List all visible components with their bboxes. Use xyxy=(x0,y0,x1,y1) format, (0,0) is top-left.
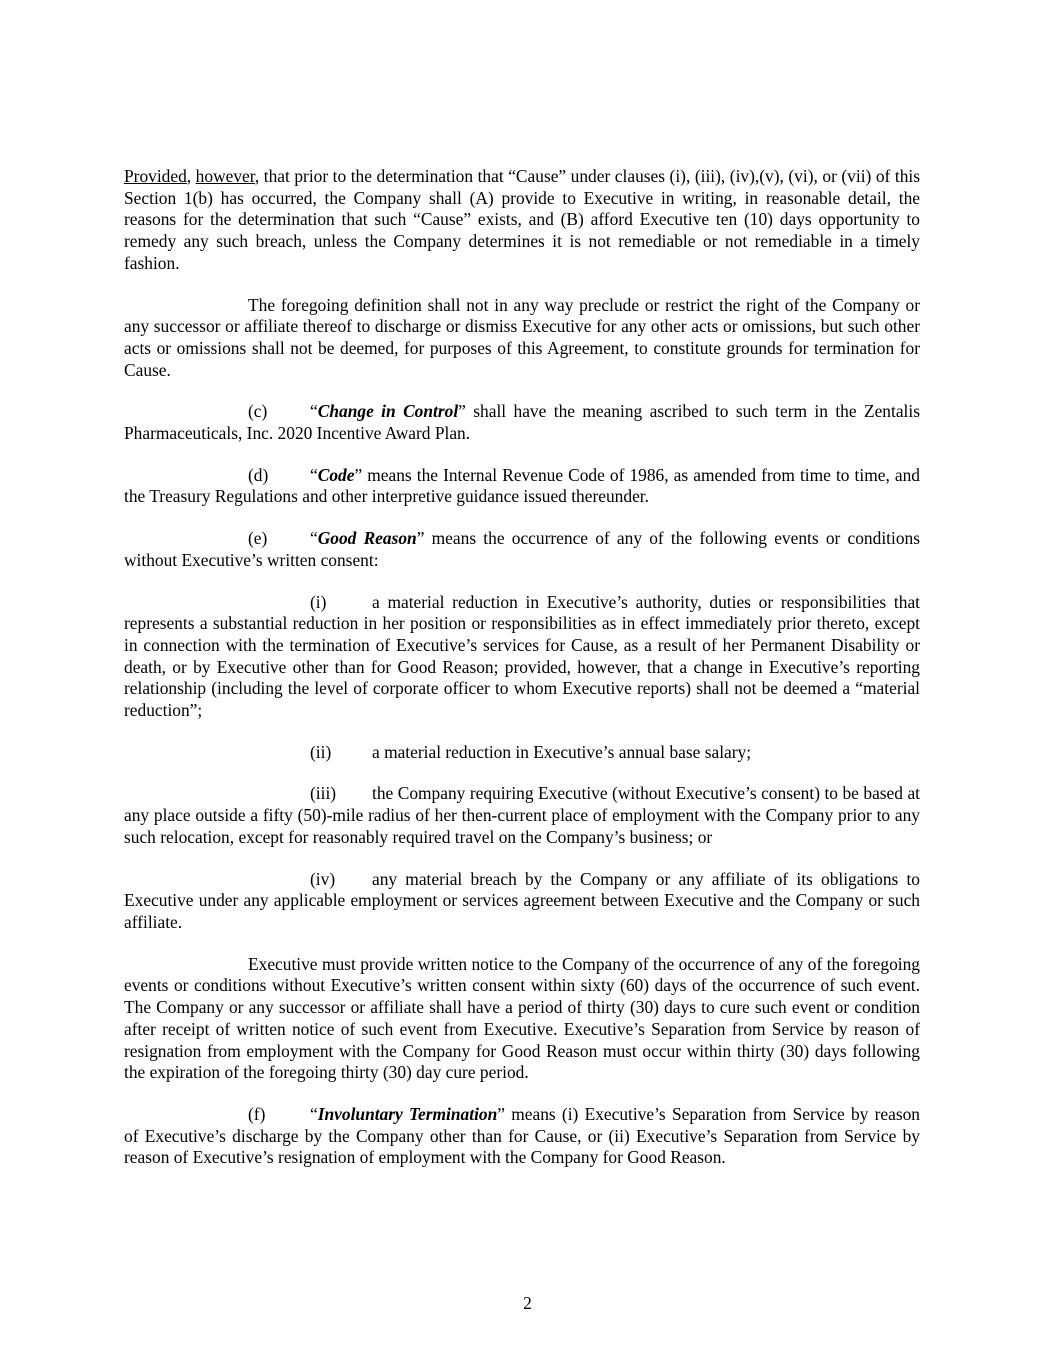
clause-iii-text: the Company requiring Executive (without Executive’s consent) to be based at any place outside a fifty (50)-mile radius of her then-current place of employment with the Company prior to any such relocation, except for reasonably required travel on the Company’s business; or xyxy=(124,783,920,847)
section-c-text: ” shall have the meaning ascribed to such term in the Zentalis Pharmaceuticals, Inc. 2020 Incentive Award Plan. xyxy=(124,401,920,444)
section-d-term: Code xyxy=(317,464,355,485)
section-e-number: (e) xyxy=(248,528,268,549)
section-d-number: (d) xyxy=(248,464,269,485)
foregoing-definition-paragraph: The foregoing definition shall not in any way preclude or restrict the right of the Company or any successor or affiliate thereof to discharge or dismiss Executive for any other acts or omissions, but such other acts or omissions shall not be deemed, for purposes of this Agreement, to constitute grounds for termination for Cause. xyxy=(124,294,920,380)
clause-iii xyxy=(124,783,920,848)
however-word: however xyxy=(195,166,255,186)
clause-iv-number: (iv) xyxy=(310,868,336,889)
clause-i xyxy=(124,592,920,722)
clause-i-number: (i) xyxy=(310,591,327,612)
clause-iv xyxy=(124,869,920,934)
section-f-involuntary-termination: (f) “Involuntary Termination” means (i) Executive’s Separation from Service by reason of Executive’s discharge by the Company other than for Cause, or (ii) Executive’s Separation from Service by reason of Executive’s resignation of employment with the Company for Good Reason. xyxy=(124,1103,920,1168)
section-c-number: (c) xyxy=(248,401,268,422)
clause-iii-number: (iii) xyxy=(310,783,337,804)
notice-paragraph: Executive must provide written notice to the Company of the occurrence of any of the foregoing events or conditions without Executive’s written consent within sixty (60) days of the occurrence of such event. The Company or any successor or affiliate shall have a period of thirty (30) days to cure such event or condition after receipt of written notice of such event from Executive. Executive’s Separation from Service by reason of resignation from employment with the Company for Good Reason must occur within thirty (30) days following the expiration of the foregoing thirty (30) day cure period. xyxy=(124,953,920,1083)
section-e-text: ” means the occurrence of any of the following events or conditions without Executive’s written consent: xyxy=(124,528,920,570)
section-c-term: Change in Control xyxy=(317,401,459,422)
clause-iv-text: any material breach by the Company or any affiliate of its obligations to Executive under any applicable employment or services agreement between Executive and the Company or such affiliate. xyxy=(124,868,920,932)
document-body xyxy=(124,166,920,1169)
page-number: 2 xyxy=(523,1293,532,1313)
section-c-change-in-control: (c) “Change in Control” shall have the meaning ascribed to such term in the Zentalis Pharmaceuticals, Inc. 2020 Incentive Award Plan. xyxy=(124,401,920,444)
clause-ii xyxy=(124,742,920,764)
section-d-text: ” means the Internal Revenue Code of 1986, as amended from time to time, and the Treasury Regulations and other interpretive guidance issued thereunder. xyxy=(124,464,920,507)
section-d-code: (d) “Code” means the Internal Revenue Code of 1986, as amended from time to time, and the Treasury Regulations and other interpretive guidance issued thereunder. xyxy=(124,464,920,507)
section-f-number: (f) xyxy=(248,1103,266,1124)
section-e-good-reason: (e) “Good Reason” means the occurrence of any of the following events or conditions without Executive’s written consent: xyxy=(124,528,920,570)
provided-word: Provided xyxy=(124,166,187,186)
clause-ii-text: a material reduction in Executive’s annual base salary; xyxy=(372,741,752,762)
section-e-term: Good Reason xyxy=(317,528,417,549)
clause-ii-number: (ii) xyxy=(310,741,332,762)
provided-paragraph: Provided, however, that prior to the determination that “Cause” under clauses (i), (iii), (iv),(v), (vi), or (vii) of this Section 1(b) has occurred, the Company shall (A) provide to Executive in writing, in reasonable detail, the reasons for the determination that such “Cause” exists, and (B) afford Executive ten (10) days opportunity to remedy any such breach, unless the Company determines it is not remediable or not remediable in a timely fashion. xyxy=(124,166,920,273)
clause-i-text: a material reduction in Executive’s authority, duties or responsibilities that represents a substantial reduction in her position or responsibilities as in effect immediately prior thereto, except in connection with the termination of Executive’s services for Cause, as a result of her Permanent Disability or death, or by Executive other than for Good Reason; provided, however, that a change in Executive’s reporting relationship (including the level of corporate officer to whom Executive reports) shall not be deemed a “material reduction”; xyxy=(124,591,920,721)
section-f-text: ” means (i) Executive’s Separation from Service by reason of Executive’s discharge by the Company other than for Cause, or (ii) Executive’s Separation from Service by reason of Executive’s resignation of employment with the Company for Good Reason. xyxy=(124,1103,920,1168)
provided-text: , that prior to the determination that “Cause” under clauses (i), (iii), (iv),(v), (vi), or (vii) of this Section 1(b) has occurred, the Company shall (A) provide to Executive in writing, in reasonable detail, the reasons for the determination that such “Cause” exists, and (B) afford Executive ten (10) days opportunity to remedy any such breach, unless the Company determines it is not remediable or not remediable in a timely fashion. xyxy=(124,166,920,273)
section-f-term: Involuntary Termination xyxy=(317,1103,498,1124)
